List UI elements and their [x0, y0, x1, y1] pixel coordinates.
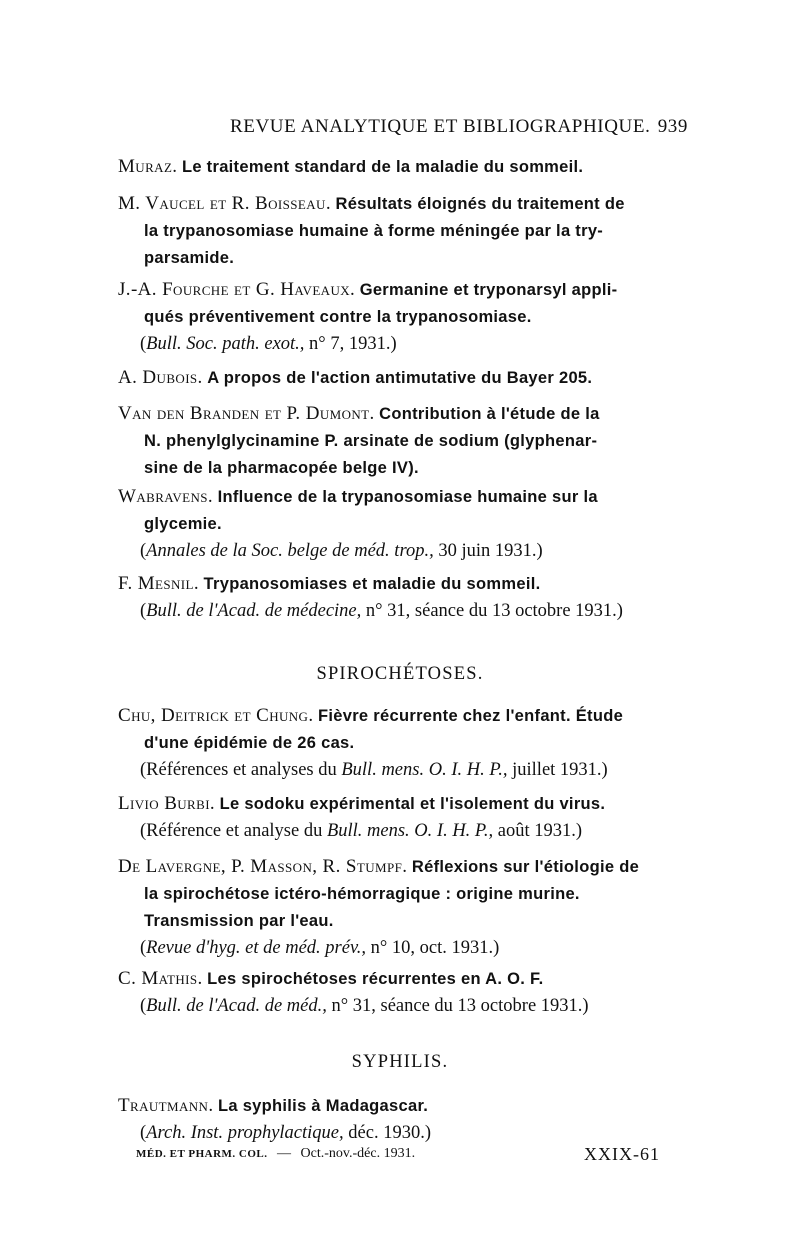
entry-reference: (Références et analyses du Bull. mens. O. I. H. P., juillet 1931.)	[140, 760, 608, 780]
entry-authors: C. Mathis.	[118, 968, 203, 989]
bibliography-entry	[118, 570, 688, 625]
entry-title-line: Contribution à l'étude de la	[379, 405, 600, 423]
page-footer	[136, 1146, 660, 1162]
entry-title-line: d'une épidémie de 26 cas.	[144, 734, 355, 752]
entry-reference: (Revue d'hyg. et de méd. prév., n° 10, oct. 1931.)	[140, 938, 500, 958]
entry-title-line: parsamide.	[144, 249, 235, 267]
bibliography-entry	[118, 790, 688, 845]
entry-title-line: Les spirochétoses récurrentes en A. O. F.	[207, 970, 544, 988]
bibliography-entry	[118, 276, 688, 358]
entry-title-line: Fièvre récurrente chez l'enfant. Étude	[318, 707, 624, 725]
entry-title-line: Le sodoku expérimental et l'isolement du virus.	[219, 795, 606, 813]
bibliography-entry	[118, 153, 688, 180]
entry-reference: (Bull. de l'Acad. de méd., n° 31, séance du 13 octobre 1931.)	[140, 996, 589, 1016]
footer-dash: —	[277, 1146, 292, 1161]
entry-authors: A. Dubois.	[118, 367, 203, 388]
bibliography-entry	[118, 483, 688, 565]
footer-signature: XXIX-61	[584, 1144, 660, 1164]
entry-title-line: Résultats éloignés du traitement de	[335, 195, 625, 213]
entry-title-line: Transmission par l'eau.	[144, 912, 334, 930]
entry-title-line: Trypanosomiases et maladie du sommeil.	[203, 575, 541, 593]
running-title: REVUE ANALYTIQUE ET BIBLIOGRAPHIQUE.	[230, 116, 651, 137]
entry-title-line: qués préventivement contre la trypanosomiase.	[144, 308, 532, 326]
entry-authors: Livio Burbi.	[118, 793, 216, 814]
bibliography-entry	[118, 702, 688, 784]
section-heading-spirochetoses: SPIROCHÉTOSES.	[316, 664, 484, 684]
entry-title-line: N. phenylglycinamine P. arsinate de sodium (glyphenar-	[144, 432, 598, 450]
bibliography-entry	[118, 853, 688, 962]
entry-reference: (Référence et analyse du Bull. mens. O. I. H. P., août 1931.)	[140, 821, 582, 841]
bibliography-entry	[118, 190, 688, 271]
entry-authors: J.-A. Fourche et G. Haveaux.	[118, 279, 356, 300]
footer-issue: Oct.-nov.-déc. 1931.	[300, 1146, 416, 1161]
entry-authors: Wabravens.	[118, 486, 214, 507]
entry-title-line: Réflexions sur l'étiologie de	[411, 858, 640, 876]
entry-title-line: Germanine et tryponarsyl appli-	[359, 281, 618, 299]
entry-reference: (Annales de la Soc. belge de méd. trop., 30 juin 1931.)	[140, 541, 543, 561]
entry-authors: M. Vaucel et R. Boisseau.	[118, 193, 331, 214]
entry-title-line: sine de la pharmacopée belge IV).	[144, 459, 419, 477]
entry-title-line: glycemie.	[144, 515, 222, 533]
entry-authors: Muraz.	[118, 156, 178, 177]
entry-title-line: Le traitement standard de la maladie du sommeil.	[181, 158, 584, 176]
entry-title-line: la trypanosomiase humaine à forme méningée par la try-	[144, 222, 604, 240]
entry-title-line: Influence de la trypanosomiase humaine sur la	[217, 488, 598, 506]
bibliography-entry	[118, 965, 688, 1020]
entry-reference: (Bull. Soc. path. exot., n° 7, 1931.)	[140, 334, 397, 354]
entry-reference: (Arch. Inst. prophylactique, déc. 1930.)	[140, 1123, 431, 1143]
entry-reference: (Bull. de l'Acad. de médecine, n° 31, séance du 13 octobre 1931.)	[140, 601, 623, 621]
entry-title-line: la spirochétose ictéro-hémorragique : origine murine.	[144, 885, 580, 903]
bibliography-entry	[118, 400, 688, 481]
entry-authors: De Lavergne, P. Masson, R. Stumpf.	[118, 856, 408, 877]
entry-authors: Trautmann.	[118, 1095, 214, 1116]
entry-authors: Van den Branden et P. Dumont.	[118, 403, 375, 424]
entry-title-line: La syphilis à Madagascar.	[217, 1097, 429, 1115]
entry-title-line: A propos de l'action antimutative du Bayer 205.	[207, 369, 593, 387]
page-number: 939	[657, 116, 688, 137]
footer-journal: MÉD. ET PHARM. COL.	[136, 1148, 268, 1160]
bibliography-entry	[118, 1092, 688, 1147]
bibliography-entry	[118, 364, 688, 391]
entry-authors: Chu, Deitrick et Chung.	[118, 705, 314, 726]
section-heading-syphilis: SYPHILIS.	[351, 1052, 449, 1072]
entry-authors: F. Mesnil.	[118, 573, 200, 594]
